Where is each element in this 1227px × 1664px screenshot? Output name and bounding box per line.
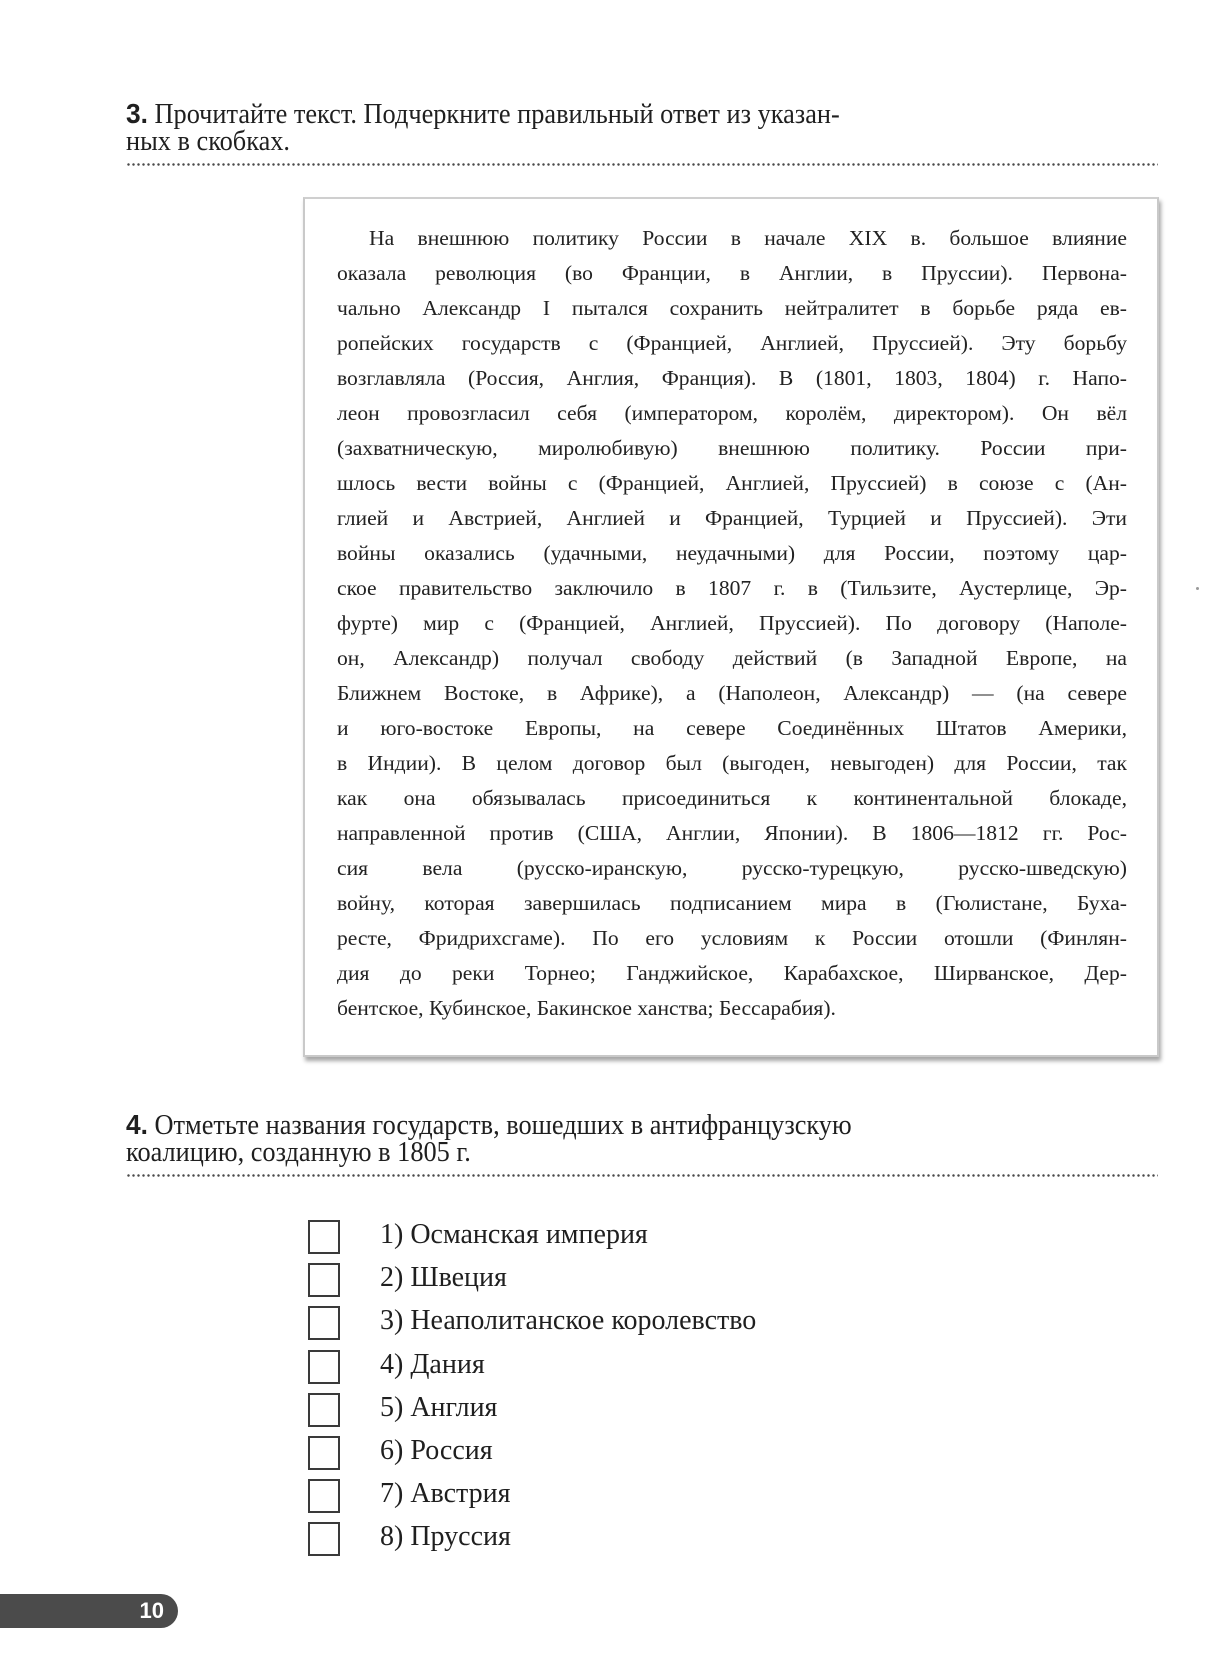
passage-line[interactable]: сия вела (русско-иранскую, русско-турецкую, русско-шведскую) (337, 856, 1127, 880)
task-4-instruction: Отметьте названия государств, вошедших в антифранцузскую (154, 1110, 852, 1141)
option-checkbox[interactable] (308, 1220, 340, 1254)
dotted-divider (126, 1174, 1158, 1177)
option-checkbox[interactable] (308, 1350, 340, 1384)
passage-line[interactable]: шлось вести войны с (Францией, Англией, Пруссией) в союзе с (Ан- (337, 471, 1127, 495)
task-4-heading-line-2: коалицию, созданную в 1805 г. (126, 1137, 471, 1168)
task-3-number: 3. (126, 98, 148, 129)
passage-line[interactable]: На внешнюю политику России в начале XIX в. большое влияние (369, 226, 1127, 250)
passage-line[interactable]: ресте, Фридрихсгаме). По его условиям к России отошли (Финлян- (337, 926, 1127, 950)
task-3-text-frame (303, 197, 1159, 1057)
task-3-passage (337, 221, 1127, 1026)
passage-line[interactable]: он, Александр) получал свободу действий (в Западной Европе, на (337, 646, 1127, 670)
passage-line[interactable]: войну, которая завершилась подписанием мира в (Гюлистане, Буха- (337, 891, 1127, 915)
passage-line[interactable]: (захватническую, миролюбивую) внешнюю политику. России при- (337, 436, 1127, 460)
option-checkbox[interactable] (308, 1393, 340, 1427)
task-4-number: 4. (126, 1109, 148, 1140)
page-number-badge (0, 1594, 178, 1628)
option-checkbox[interactable] (308, 1306, 340, 1340)
page-number: 10 (139, 1598, 164, 1623)
task-4-heading (126, 1111, 972, 1166)
passage-line[interactable]: леон провозгласил себя (императором, королём, директором). Он вёл (337, 401, 1127, 425)
task-4-heading-line-1 (126, 1111, 972, 1139)
option-label: 2) Швеция (380, 1262, 507, 1294)
option-checkbox[interactable] (308, 1263, 340, 1297)
option-label: 5) Англия (380, 1391, 498, 1423)
passage-line[interactable]: оказала революция (во Франции, в Англии, в Пруссии). Первона- (337, 261, 1127, 285)
option-label: 8) Пруссия (380, 1521, 511, 1553)
passage-line[interactable]: направленной против (США, Англии, Японии). В 1806—1812 гг. Рос- (337, 821, 1127, 845)
passage-line[interactable]: в Индии). В целом договор был (выгоден, невыгоден) для России, так (337, 751, 1127, 775)
passage-line[interactable]: Ближнем Востоке, в Африке), а (Наполеон, Александр) — (на севере (337, 681, 1127, 705)
passage-line[interactable]: войны оказались (удачными, неудачными) для России, поэтому цар- (337, 541, 1127, 565)
option-label: 1) Османская империя (380, 1219, 648, 1250)
option-label: 3) Неаполитанское королевство (380, 1305, 757, 1337)
task-3-heading-line-2: ных в скобках. (126, 126, 291, 157)
scan-speck (1196, 587, 1199, 590)
passage-line[interactable]: дия до реки Торнео; Ганджийское, Карабахское, Ширванское, Дер- (337, 961, 1127, 985)
passage-line[interactable]: фурте) мир с (Францией, Англией, Пруссией). По договору (Наполе- (337, 611, 1127, 635)
task-3-heading-line-1 (126, 100, 972, 128)
passage-line[interactable]: глией и Австрией, Англией и Францией, Турцией и Пруссией). Эти (337, 506, 1127, 530)
passage-line[interactable]: возглавляла (Россия, Англия, Франция). В (1801, 1803, 1804) г. Напо- (337, 366, 1127, 390)
passage-line[interactable]: чально Александр I пытался сохранить нейтралитет в борьбе ряда ев- (337, 296, 1127, 320)
passage-line[interactable]: ропейских государств с (Францией, Англией, Пруссией). Эту борьбу (337, 331, 1127, 355)
option-checkbox[interactable] (308, 1436, 340, 1470)
option-checkbox[interactable] (308, 1479, 340, 1513)
option-label: 6) Россия (380, 1434, 493, 1466)
option-label: 4) Дания (380, 1348, 485, 1380)
passage-line[interactable]: как она обязывалась присоединиться к континентальной блокаде, (337, 786, 1127, 810)
passage-line[interactable]: бентское, Кубинское, Бакинское ханства; Бессарабия). (337, 996, 836, 1020)
passage-line[interactable]: и юго-востоке Европы, на севере Соединённых Штатов Америки, (337, 716, 1127, 740)
task-3-heading (126, 100, 972, 155)
option-checkbox[interactable] (308, 1522, 340, 1556)
task-3-instruction: Прочитайте текст. Подчеркните правильный ответ из указан- (154, 99, 840, 130)
option-label: 7) Австрия (380, 1478, 511, 1510)
dotted-divider (126, 163, 1158, 166)
passage-line[interactable]: ское правительство заключило в 1807 г. в (Тильзите, Аустерлице, Эр- (337, 576, 1127, 600)
